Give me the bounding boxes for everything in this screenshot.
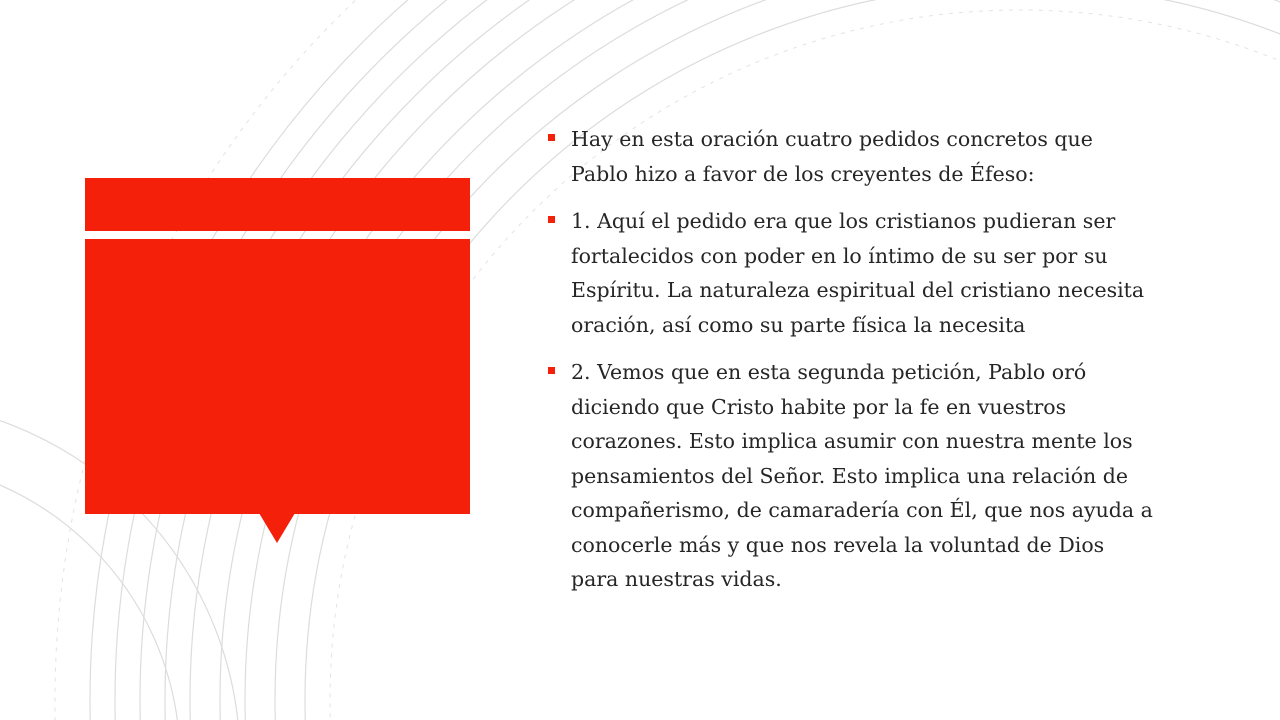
accent-bar — [85, 178, 470, 231]
bullet-text-line: 2. Vemos que en esta segunda petición, Pablo oró — [571, 360, 1087, 384]
bullet-text-line: Espíritu. La naturaleza espiritual del cristiano necesita — [571, 278, 1145, 302]
bullet-text-line: 1. Aquí el pedido era que los cristianos pudieran ser — [571, 209, 1116, 233]
bullet-list — [547, 122, 1207, 597]
square-bullet-icon — [548, 367, 555, 374]
bullet-text-line: para nuestras vidas. — [571, 567, 782, 591]
bullet-text-line: Hay en esta oración cuatro pedidos concretos que — [571, 127, 1093, 151]
bullet-item — [547, 204, 1207, 342]
content-text-box — [547, 122, 1207, 610]
bullet-text-line: corazones. Esto implica asumir con nuestra mente los — [571, 429, 1133, 453]
square-bullet-icon — [548, 134, 555, 141]
bullet-text-line: pensamientos del Señor. Esto implica una relación de — [571, 463, 1129, 488]
bullet-item — [547, 122, 1207, 191]
title-callout-box — [85, 239, 470, 514]
square-bullet-icon — [548, 216, 555, 223]
bullet-text-line: Pablo hizo a favor de los creyentes de Éfeso: — [571, 161, 1035, 186]
bullet-text-line: conocerle más y que nos revela la voluntad de Dios — [571, 532, 1105, 557]
bullet-text-line: oración, así como su parte física la necesita — [571, 312, 1026, 337]
bullet-text-line: diciendo que Cristo habite por la fe en vuestros — [571, 394, 1067, 419]
bullet-text-line: compañerismo, de camaradería con Él, que nos ayuda a — [571, 498, 1153, 522]
bullet-text-line: fortalecidos con poder en lo íntimo de su ser por su — [571, 243, 1108, 268]
callout-pointer — [259, 513, 295, 543]
bullet-item — [547, 355, 1207, 597]
